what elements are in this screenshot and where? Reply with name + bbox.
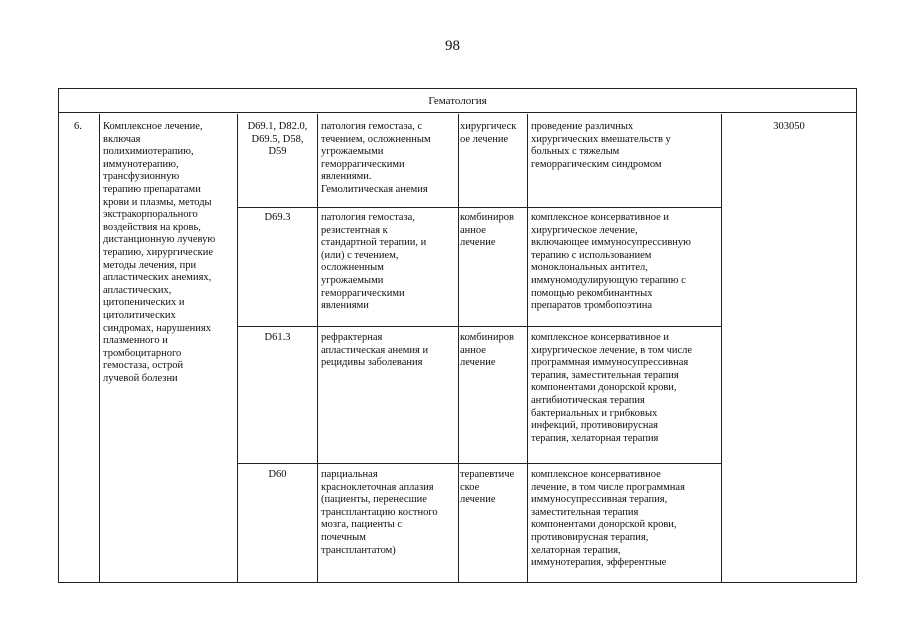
icd-codes: D69.3 — [264, 212, 291, 223]
page-number: 98 — [445, 38, 460, 54]
section-header: Гематология — [59, 89, 856, 113]
icd-codes: D61.3 — [264, 332, 291, 343]
column-divider — [527, 114, 528, 583]
row-divider — [237, 207, 721, 208]
patient-model: патология гемостаза, с течением, осложненным угрожаемыми геморрагическими явлениями. Гемолитическая анемия — [321, 121, 431, 195]
icd-codes: D60 — [268, 469, 287, 480]
column-divider — [237, 114, 238, 583]
table-body — [59, 114, 856, 583]
patient-model: патология гемостаза, резистентная к стандартной терапии, и (или) с течением, осложненным угрожаемыми геморрагическими явлениями — [321, 212, 427, 312]
treatment-type: терапевтиче ское лечение — [460, 469, 515, 506]
column-divider — [721, 114, 722, 583]
column-divider — [317, 114, 318, 583]
treatment-method: комплексное консервативное лечение, в том числе программная иммуносупрессивная терапия, заместительная терапия компонентами донорской крови, противовирусная терапия, хелаторная терапия, иммунотерапия, эфферентные — [531, 469, 685, 569]
column-divider — [99, 114, 100, 583]
treatment-description: Комплексное лечение, включая полихимиотерапию, иммунотерапию, трансфузионную терапию препаратами крови и плазмы, методы экстракорпорального воздействия на кровь, дистанционную лучевую терапию, хирургические методы лечения, при апластических анемиях, апластических, цитопенических и цитолитических синдромах, нарушениях плазменного и тромбоцитарного гемостаза, острой лучевой болезни — [103, 121, 216, 384]
column-divider — [458, 114, 459, 583]
row-number: 6. — [74, 121, 82, 132]
treatment-type: комбиниров анное лечение — [460, 332, 514, 369]
treatment-method: комплексное консервативное и хирургическое лечение, в том числе программная иммуносупрессивная терапия, заместительная терапия компонентами донорской крови, антибиотическая терапия бактериальных и грибковых инфекций, противовирусная терапия, хелаторная терапия — [531, 332, 693, 444]
medical-care-table — [58, 88, 857, 583]
icd-codes: D69.1, D82.0, D69.5, D58, D59 — [247, 121, 308, 158]
treatment-type: хирургическ ое лечение — [460, 121, 517, 145]
treatment-method: комплексное консервативное и хирургическое лечение, включающее иммуносупрессивную терапию с использованием моноклональных антител, иммуномодулирующую терапию с помощью рекомбинантных препаратов тромбопоэтина — [531, 212, 692, 312]
patient-model: рефрактерная апластическая анемия и рецидивы заболевания — [321, 332, 429, 369]
row-divider — [237, 326, 721, 327]
treatment-type: комбиниров анное лечение — [460, 212, 514, 249]
patient-model: парциальная красноклеточная аплазия (пациенты, перенесшие трансплантацию костного мозга, пациенты с почечным трансплантатом) — [321, 469, 438, 556]
treatment-method: проведение различных хирургических вмешательств у больных с тяжелым геморрагическим синдромом — [531, 121, 671, 170]
cost-value: 303050 — [773, 121, 805, 132]
row-divider — [237, 463, 721, 464]
